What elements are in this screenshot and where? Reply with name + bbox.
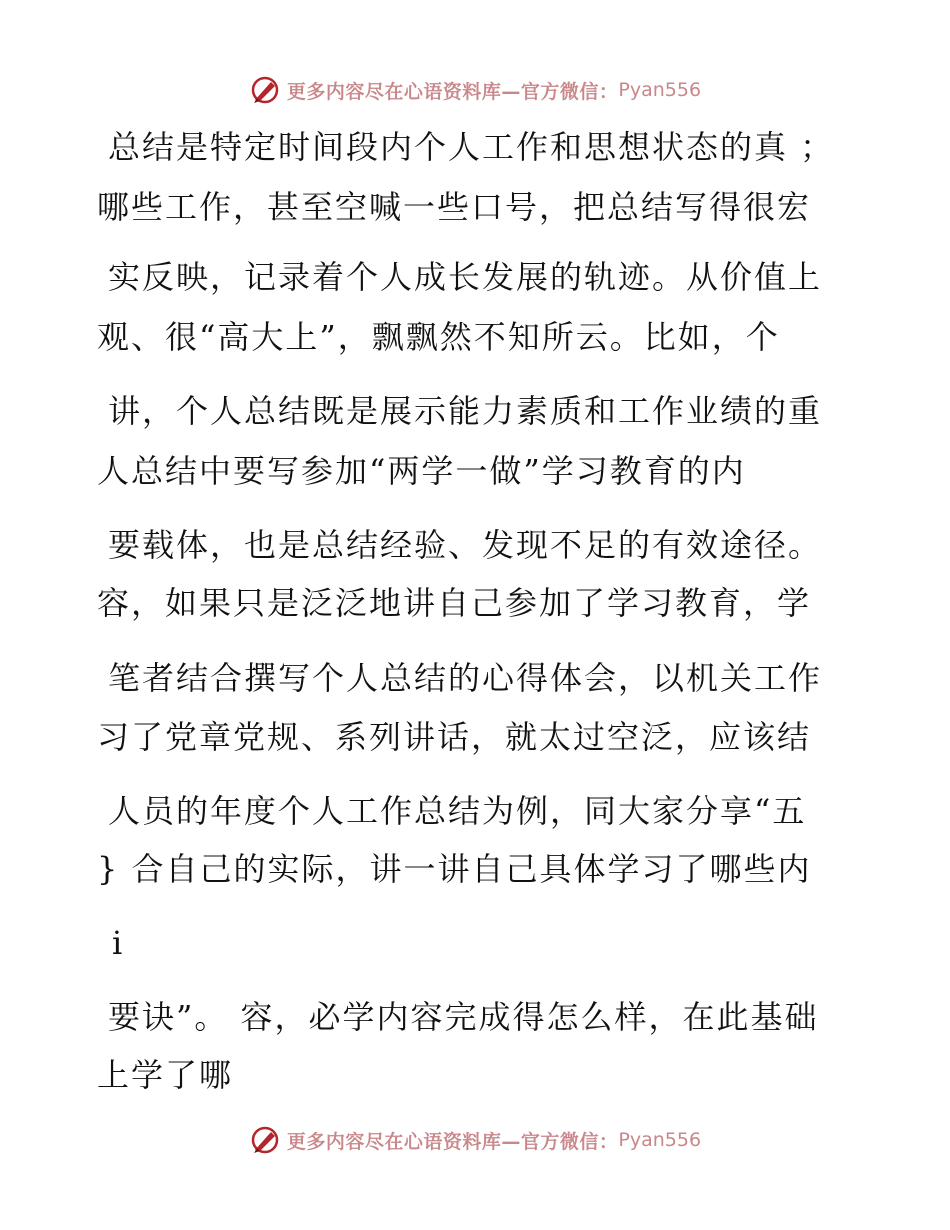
text-line: 实反映，记录着个人成长发展的轨迹。从价值上 — [108, 258, 823, 296]
text-line: 哪些工作，甚至空喊一些口号，把总结写得很宏 — [97, 188, 812, 226]
text-line: 要载体，也是总结经验、发现不足的有效途径。 — [108, 526, 823, 564]
text-line: 讲，个人总结既是展示能力素质和工作业绩的重 — [108, 392, 823, 430]
footer-watermark — [0, 1120, 950, 1160]
text-line: 人员的年度个人工作总结为例，同大家分享“五 — [108, 792, 807, 830]
watermark-wechat-id: Pyan556 — [618, 1129, 702, 1151]
header-watermark — [0, 70, 950, 110]
text-line: 容，如果只是泛泛地讲自己参加了学习教育，学 — [97, 584, 812, 622]
watermark-text: 更多内容尽在心语资料库—官方微信： — [286, 80, 619, 103]
text-line: 总结是特定时间段内个人工作和思想状态的真 ； — [108, 128, 835, 166]
watermark-wechat-id: Pyan556 — [618, 79, 702, 101]
pen-logo-icon — [249, 1124, 281, 1156]
text-line: i — [112, 924, 125, 962]
text-line: 上学了哪 — [97, 1056, 234, 1094]
pen-logo-icon — [249, 74, 281, 106]
watermark-text: 更多内容尽在心语资料库—官方微信： — [286, 1130, 619, 1153]
text-line: 要诀”。 容，必学内容完成得怎么样，在此基础 — [108, 998, 819, 1036]
text-line: 习了党章党规、系列讲话，就太过空泛，应该结 — [97, 718, 812, 756]
text-line: 观、很“高大上”，飘飘然不知所云。比如，个 — [97, 318, 780, 356]
text-line: 笔者结合撰写个人总结的心得体会，以机关工作 — [108, 659, 823, 697]
text-line: } 合自己的实际，讲一讲自己具体学习了哪些内 — [97, 850, 812, 888]
text-line: 人总结中要写参加“两学一做”学习教育的内 — [97, 452, 746, 490]
